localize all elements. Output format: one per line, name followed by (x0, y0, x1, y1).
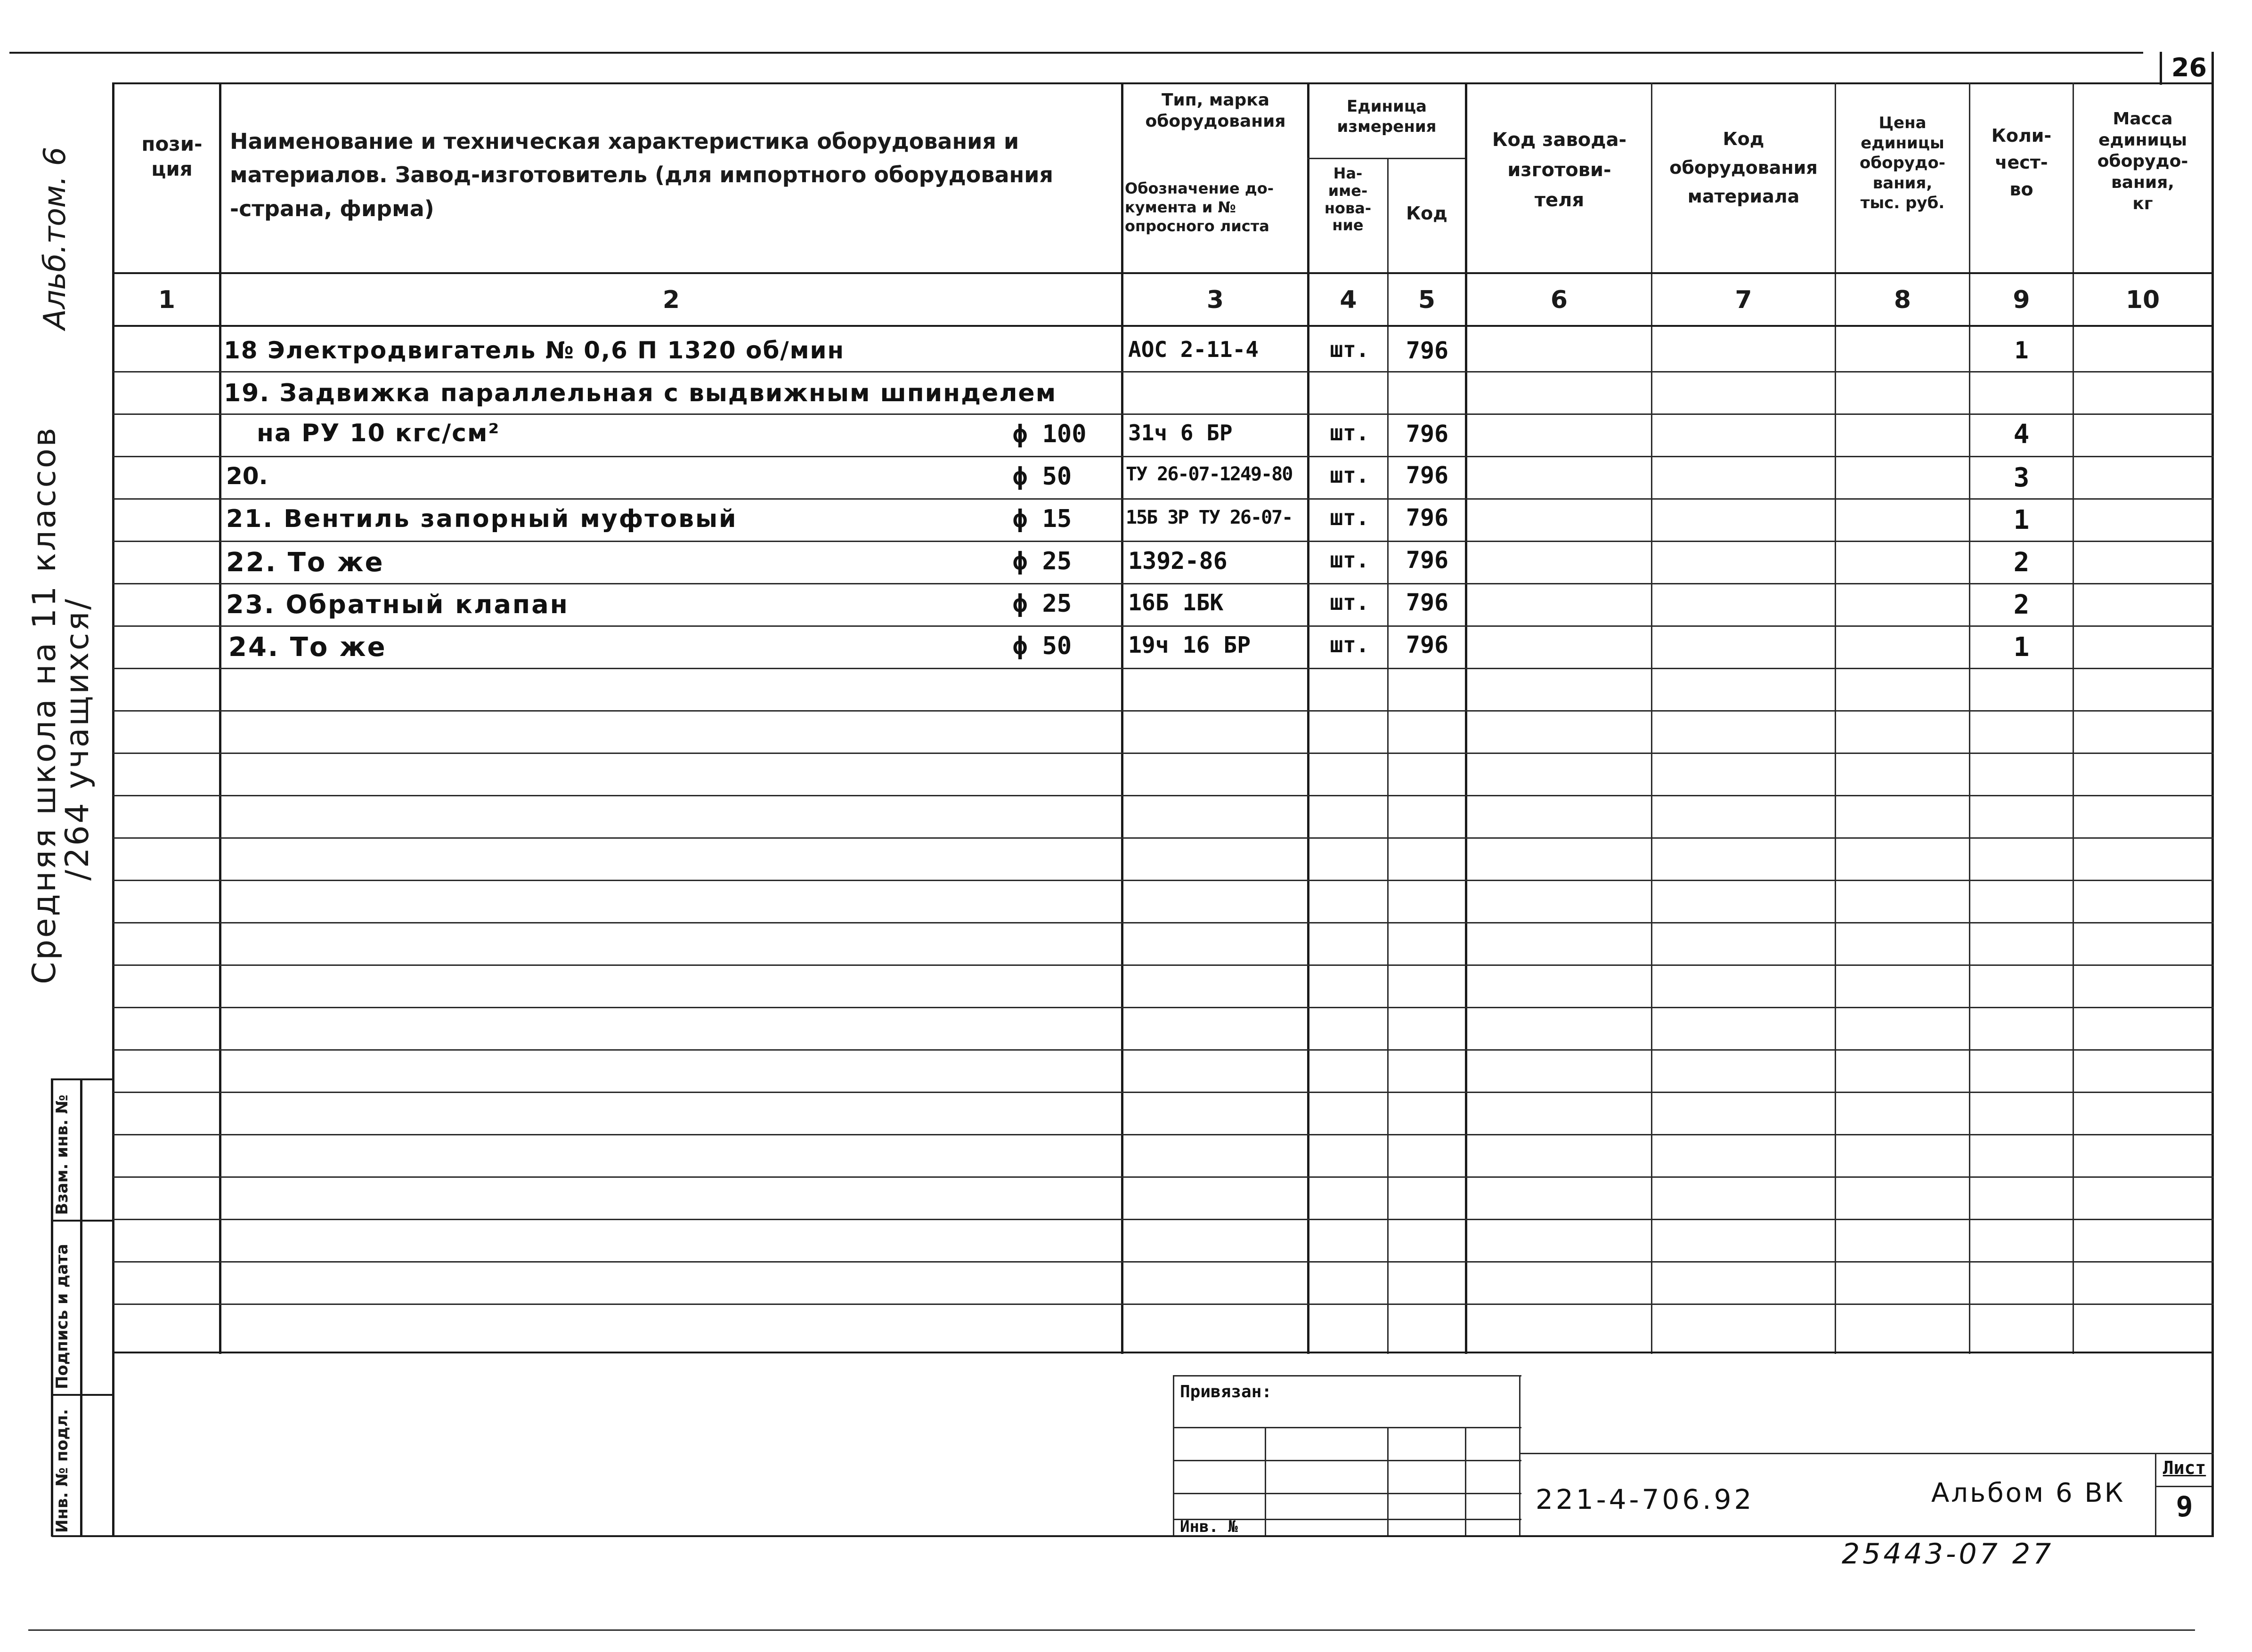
row-name: 19. Задвижка параллельная с выдвижным шпинделем (224, 379, 1057, 407)
row-dn: ϕ 25 (1013, 547, 1072, 575)
row-unit: шт. (1330, 420, 1369, 445)
header-unit-name: На- име- нова- ние (1324, 164, 1372, 235)
row-code: 796 (1406, 589, 1449, 616)
row-line (113, 710, 2214, 712)
colnum-9: 9 (2013, 286, 2030, 314)
header-name: Наименование и техническая характеристика оборудования и материалов. Завод-изготовитель (для импортного оборудования -страна, фирма) (230, 129, 1054, 221)
header-position: пози- ция (141, 132, 203, 180)
colnum-5: 5 (1418, 286, 1436, 314)
row-qty: 1 (2013, 632, 2030, 663)
row-type: ТУ 26-07-1249-80 (1126, 463, 1293, 485)
row-dn: ϕ 25 (1013, 590, 1072, 618)
row-line (113, 1134, 2214, 1135)
row-code: 796 (1406, 631, 1449, 658)
header-type: Тип, марка оборудования (1145, 90, 1286, 131)
titleblock-line (1173, 1460, 1521, 1461)
row-type: 1392-86 (1128, 547, 1228, 575)
row-dn: ϕ 100 (1013, 420, 1087, 448)
row-line (113, 541, 2214, 542)
row-name: 20. (226, 462, 268, 490)
header-mass: Масса единицы оборудо- вания, кг (2097, 109, 2188, 213)
titleblock-right-top (1519, 1453, 2214, 1454)
row-qty: 3 (2013, 462, 2030, 493)
colnum-1: 1 (158, 286, 176, 314)
header-price: Цена единицы оборудо- вания, тыс. руб. (1860, 113, 1945, 212)
row-name: 21. Вентиль запорный муфтовый (226, 505, 738, 533)
frame-bottom (52, 1535, 2214, 1537)
sheet-value: 9 (2176, 1490, 2193, 1523)
footer-number: 25443-07 27 (1842, 1538, 2054, 1571)
header-bottom (113, 272, 2214, 274)
row-line (113, 837, 2214, 839)
row-name: 18 Электродвигатель № 0,6 П 1320 об/мин (224, 337, 845, 364)
row-type: 15Б 3Р ТУ 26-07- (1126, 507, 1293, 528)
header-factory-code: Код завода- изготови- теля (1492, 129, 1627, 211)
row-name: на РУ 10 кгс/см² (257, 419, 500, 447)
row-name: 23. Обратный клапан (226, 590, 569, 619)
privyazan-label: Привязан: (1180, 1382, 1272, 1401)
row-line (113, 1176, 2214, 1178)
stamp-div-1 (51, 1220, 114, 1222)
row-line (113, 922, 2214, 923)
col-line-4 (1387, 158, 1389, 1354)
row-type: 19ч 16 БР (1128, 632, 1251, 658)
row-code: 796 (1406, 504, 1449, 531)
row-line (113, 413, 2214, 415)
titleblock-vline (1265, 1427, 1266, 1535)
stamp-div-2 (51, 1394, 114, 1396)
colnum-8: 8 (1894, 286, 1911, 314)
unit-split-line (1307, 158, 1465, 159)
sheet-number-top: 26 (2171, 53, 2207, 82)
titleblock-left (1173, 1375, 1174, 1535)
row-unit: шт. (1330, 590, 1369, 615)
header-quantity: Коли- чест- во (1991, 125, 2052, 200)
sheet-label: Лист (2163, 1458, 2206, 1478)
side-note: Альб.том. 6 (38, 146, 73, 330)
titleblock-line (1173, 1427, 1521, 1428)
row-unit: шт. (1330, 337, 1369, 362)
row-line (113, 1219, 2214, 1220)
row-line (113, 371, 2214, 373)
titleblock-vline (1387, 1427, 1389, 1535)
colnum-10: 10 (2125, 286, 2160, 314)
row-line (113, 583, 2214, 584)
colnum-2: 2 (662, 286, 680, 314)
top-margin-line (9, 52, 2143, 54)
frame-top (113, 82, 2214, 84)
row-line (113, 964, 2214, 966)
colnum-6: 6 (1550, 286, 1568, 314)
row-qty: 2 (2013, 590, 2030, 620)
row-line (113, 1049, 2214, 1051)
sheet-cell-left (2155, 1453, 2156, 1535)
row-line (113, 625, 2214, 627)
row-unit: шт. (1330, 632, 1369, 657)
row-qty: 1 (2013, 505, 2030, 535)
document-code: 221-4-706.92 (1536, 1483, 1755, 1515)
row-code: 796 (1406, 462, 1449, 489)
stamp-top (51, 1078, 114, 1080)
side-title-2: /264 учащихся/ (59, 597, 96, 881)
stamp-label-inv: Инв. № подл. (53, 1409, 72, 1533)
row-name: 22. То же (226, 547, 384, 578)
row-line (113, 1007, 2214, 1008)
row-qty: 2 (2013, 547, 2030, 578)
colnum-4: 4 (1340, 286, 1357, 314)
sheet-cell-split (2155, 1486, 2211, 1487)
row-line (113, 880, 2214, 881)
row-code: 796 (1406, 546, 1449, 574)
inv-no-label: Инв. № (1180, 1517, 1238, 1536)
row-unit: шт. (1330, 505, 1369, 530)
row-dn: ϕ 50 (1013, 462, 1072, 491)
colnum-3: 3 (1206, 286, 1224, 314)
bottom-trim-line (28, 1629, 2195, 1631)
row-code: 796 (1406, 420, 1449, 447)
table-bottom (113, 1352, 2214, 1353)
titleblock-top (1173, 1375, 1521, 1377)
titleblock-line (1173, 1493, 1521, 1494)
row-line (113, 753, 2214, 754)
header-equipment-code: Код оборудования материала (1669, 129, 1818, 207)
header-unit-code: Код (1406, 203, 1447, 224)
row-type: 16Б 1БК (1128, 590, 1224, 616)
row-line (113, 668, 2214, 669)
row-unit: шт. (1330, 462, 1369, 488)
titleblock-right (1519, 1375, 1520, 1535)
row-line (113, 795, 2214, 796)
row-type: АОС 2-11-4 (1128, 337, 1259, 362)
row-name: 24. То же (228, 632, 387, 663)
stamp-label-replace: Взам. инв. № (53, 1094, 72, 1215)
frame-right (2211, 52, 2214, 1537)
row-line (113, 1092, 2214, 1093)
colnum-7: 7 (1735, 286, 1752, 314)
colnum-bottom (113, 325, 2214, 327)
row-qty: 4 (2013, 419, 2030, 450)
side-title-1: Средняя школа на 11 классов (26, 426, 63, 984)
row-type: 31ч 6 БР (1128, 420, 1233, 445)
row-unit: шт. (1330, 547, 1369, 573)
header-unit: Единица измерения (1337, 97, 1437, 136)
row-line (113, 498, 2214, 500)
stamp-mid (80, 1078, 82, 1537)
row-dn: ϕ 50 (1013, 632, 1072, 660)
row-line (113, 1261, 2214, 1263)
row-qty: 1 (2014, 337, 2029, 364)
stamp-label-sign: Подпись и дата (53, 1244, 72, 1389)
album-label: Альбом 6 ВК (1931, 1478, 2125, 1508)
sheet-box-left (2160, 52, 2162, 85)
row-line (113, 1304, 2214, 1305)
header-doc: Обозначение до- кумента и № опросного листа (1125, 179, 1274, 235)
row-code: 796 (1406, 337, 1449, 364)
row-line (113, 456, 2214, 457)
titleblock-vline (1465, 1427, 1466, 1535)
row-dn: ϕ 15 (1013, 505, 1072, 533)
